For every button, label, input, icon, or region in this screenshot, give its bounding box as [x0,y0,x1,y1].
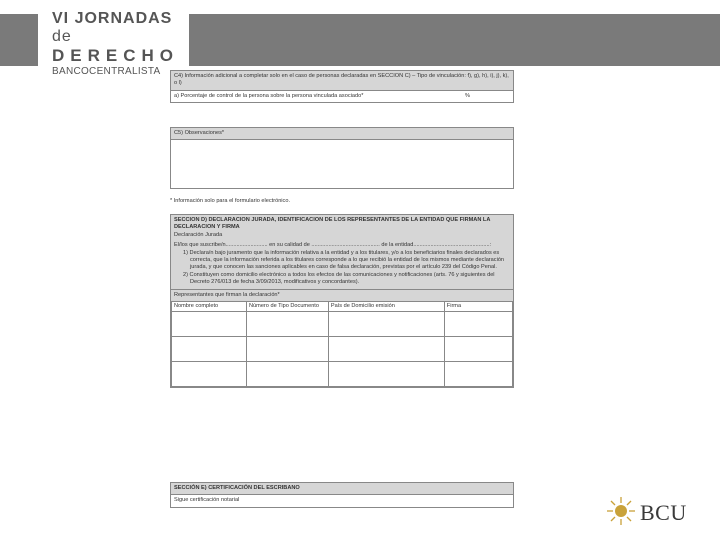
table-row [172,362,513,387]
c5-observations-area[interactable] [171,139,513,188]
section-c5 [170,127,514,189]
cell[interactable] [172,312,247,337]
logo-line-1-main: VI JORNADAS [52,10,173,27]
reps-header-row [172,302,513,312]
header-gray-bar-right [189,14,720,66]
section-c4 [170,70,514,103]
section-d [170,214,514,388]
section-d-shaded [171,215,513,289]
cell[interactable] [444,312,512,337]
col-firma: Firma [444,302,512,312]
bcu-text: BCU [640,500,687,525]
sun-icon [606,496,636,526]
c4-row-label: a) Porcentaje de control de la persona sobre la persona vinculada asociado* [174,92,364,99]
col-documento: Número de Tipo Documento [247,302,329,312]
section-d-point-2: 2) Constituyen como domicilio electrónico a todos los efectos de las comunicaciones y notificaciones (arts. 76 y siguientes del Decreto 276/013 de fecha 3/09/2013, modificativos y concordantes). [183,271,495,286]
logo-line-2: DERECHO [52,46,180,65]
c4-row [171,90,513,102]
header-gray-bar-left [0,14,38,66]
c4-title: C4) Información adicional a completar solo en el caso de personas declaradas en SECCION C) – Tipo de vinculación: f), g), h), i), j), k), o l) [171,71,513,90]
logo-line-1 [52,10,188,46]
header-band [0,0,720,77]
cell[interactable] [247,337,329,362]
section-d-subtitle: Declaración Jurada [174,231,223,238]
cell[interactable] [247,312,329,337]
section-d-title: SECCION D) DECLARACION JURADA, IDENTIFICACION DE LOS REPRESENTANTES DE LA ENTIDAD QUE FIRMAN LA DECLARACION Y FIRMA [174,217,491,231]
section-d-point-1: 1) Declara/n bajo juramento que la información relativa a la entidad y a los titulares, y/o a los beneficiarios finales declarados es correcta, que la información referida a los titulares corresponde a lo que recibió la entidad de los mismos mediante declaración jurada, y que conocen las sanciones aplicables en caso de falsa declaración, previstas por el artículo 239 del Código Penal. [183,249,505,271]
logo-line-3: BANCOCENTRALISTA [52,66,161,77]
col-nombre: Nombre completo [172,302,247,312]
footnote: * Información solo para el formulario electrónico. [170,198,291,204]
section-e-row: Sigue certificación notarial [171,494,513,506]
c5-title: C5) Observaciones* [171,128,513,139]
cell[interactable] [172,362,247,387]
cell[interactable] [444,337,512,362]
cell[interactable] [172,337,247,362]
col-pais: País de Domicilio emisión [328,302,444,312]
section-e [170,482,514,508]
section-e-title: SECCIÓN E) CERTIFICACIÓN DEL ESCRIBANO [171,483,513,494]
cell[interactable] [444,362,512,387]
table-row [172,312,513,337]
cell[interactable] [328,312,444,337]
table-row [172,337,513,362]
reps-title: Representantes que firman la declaración* [171,289,513,301]
bcu-logo [606,496,706,530]
cell[interactable] [328,362,444,387]
reps-table [171,301,513,387]
c4-row-value: % [465,92,470,99]
jornadas-logo [52,10,188,78]
logo-line-1-de: de [52,28,72,45]
cell[interactable] [328,337,444,362]
cell[interactable] [247,362,329,387]
section-d-intro: El/los que suscribe/n........................... en su calidad de ............................................ de la entidad.................................................: [174,242,492,249]
